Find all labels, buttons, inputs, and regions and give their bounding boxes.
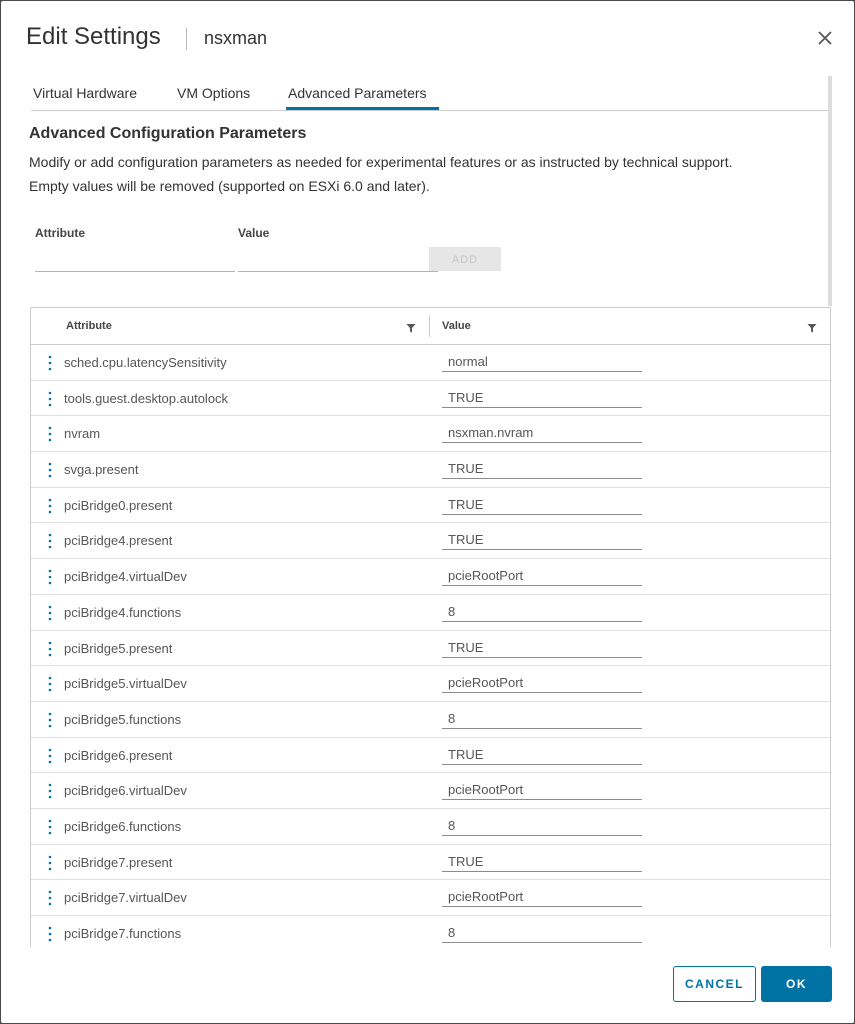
add-button[interactable]: ADD	[429, 247, 501, 271]
value-input[interactable]	[442, 745, 642, 765]
grid-header	[31, 308, 830, 345]
table-row	[31, 809, 830, 845]
attribute-cell: pciBridge0.present	[64, 497, 173, 513]
row-actions-icon[interactable]	[48, 461, 52, 479]
value-label: Value	[238, 226, 270, 240]
value-input[interactable]	[442, 709, 642, 729]
table-row	[31, 916, 830, 948]
attribute-cell: pciBridge4.virtualDev	[64, 569, 187, 585]
row-actions-icon[interactable]	[48, 818, 52, 836]
table-row	[31, 595, 830, 631]
table-row	[31, 773, 830, 809]
tab-bar	[31, 77, 828, 111]
row-actions-icon[interactable]	[48, 532, 52, 550]
row-actions-icon[interactable]	[48, 604, 52, 622]
edit-settings-dialog	[1, 1, 854, 1023]
column-header-attribute[interactable]: Attribute	[66, 320, 112, 332]
table-row	[31, 666, 830, 702]
description-line-1: Modify or add configuration parameters as needed for experimental features or as instructed by technical support.	[29, 154, 733, 170]
attribute-cell: pciBridge4.present	[64, 533, 173, 549]
attribute-cell: pciBridge5.virtualDev	[64, 676, 187, 692]
attribute-cell: pciBridge7.functions	[64, 926, 182, 941]
new-attribute-input[interactable]	[35, 251, 235, 272]
attribute-cell: nvram	[64, 426, 101, 442]
row-actions-icon[interactable]	[48, 711, 52, 729]
filter-icon[interactable]	[807, 323, 817, 333]
table-row	[31, 452, 830, 488]
column-header-value[interactable]: Value	[442, 320, 471, 332]
value-input[interactable]	[442, 459, 642, 479]
filter-icon[interactable]	[406, 323, 416, 333]
table-row	[31, 345, 830, 381]
table-row	[31, 845, 830, 881]
cancel-button[interactable]: CANCEL	[673, 966, 756, 1002]
row-actions-icon[interactable]	[48, 782, 52, 800]
description-line-2: Empty values will be removed (supported on ESXi 6.0 and later).	[29, 178, 430, 194]
value-input[interactable]	[442, 602, 642, 622]
row-actions-icon[interactable]	[48, 425, 52, 443]
attribute-cell: pciBridge7.virtualDev	[64, 890, 187, 906]
dialog-title: Edit Settings	[26, 23, 161, 50]
row-actions-icon[interactable]	[48, 675, 52, 693]
scrollbar[interactable]	[828, 76, 832, 306]
table-row	[31, 702, 830, 738]
value-input[interactable]	[442, 423, 642, 443]
row-actions-icon[interactable]	[48, 354, 52, 372]
tab-virtual-hardware[interactable]: Virtual Hardware	[33, 85, 138, 101]
table-row	[31, 523, 830, 559]
new-value-input[interactable]	[238, 251, 438, 272]
table-row	[31, 631, 830, 667]
attribute-cell: sched.cpu.latencySensitivity	[64, 355, 227, 370]
attribute-cell: pciBridge6.functions	[64, 818, 182, 834]
value-input[interactable]	[442, 352, 642, 372]
attribute-cell: svga.present	[64, 462, 139, 478]
row-actions-icon[interactable]	[48, 568, 52, 586]
ok-button[interactable]: OK	[761, 966, 832, 1002]
value-input[interactable]	[442, 673, 642, 693]
attribute-cell: pciBridge5.functions	[64, 711, 182, 727]
section-description	[29, 150, 819, 198]
table-row	[31, 738, 830, 774]
value-input[interactable]	[442, 816, 642, 836]
attribute-cell: pciBridge7.present	[64, 854, 173, 870]
dialog-header	[1, 1, 854, 71]
attribute-cell: pciBridge6.virtualDev	[64, 783, 187, 799]
value-input[interactable]	[442, 923, 642, 943]
value-input[interactable]	[442, 780, 642, 800]
row-actions-icon[interactable]	[48, 747, 52, 765]
attribute-cell: pciBridge5.present	[64, 640, 173, 656]
value-input[interactable]	[442, 530, 642, 550]
section-title: Advanced Configuration Parameters	[29, 125, 307, 142]
column-divider[interactable]	[429, 315, 430, 337]
row-actions-icon[interactable]	[48, 497, 52, 515]
table-row	[31, 381, 830, 417]
attribute-cell: pciBridge4.functions	[64, 604, 182, 620]
vm-name: nsxman	[204, 28, 268, 48]
tab-vm-options[interactable]: VM Options	[177, 85, 251, 101]
tab-advanced-parameters[interactable]: Advanced Parameters	[288, 85, 427, 101]
table-row	[31, 880, 830, 916]
table-row	[31, 559, 830, 595]
row-actions-icon[interactable]	[48, 390, 52, 408]
attribute-cell: tools.guest.desktop.autolock	[64, 390, 229, 406]
attribute-label: Attribute	[35, 226, 85, 240]
row-actions-icon[interactable]	[48, 889, 52, 907]
grid-body	[31, 345, 830, 948]
table-row	[31, 416, 830, 452]
title-divider	[186, 28, 187, 50]
value-input[interactable]	[442, 887, 642, 907]
value-input[interactable]	[442, 388, 642, 408]
row-actions-icon[interactable]	[48, 925, 52, 943]
value-input[interactable]	[442, 852, 642, 872]
dialog-footer	[1, 947, 854, 1023]
attribute-cell: pciBridge6.present	[64, 747, 173, 763]
value-input[interactable]	[442, 495, 642, 515]
row-actions-icon[interactable]	[48, 854, 52, 872]
close-icon[interactable]	[815, 28, 835, 48]
parameters-grid	[30, 307, 831, 948]
active-tab-indicator	[286, 107, 439, 110]
table-row	[31, 488, 830, 524]
value-input[interactable]	[442, 566, 642, 586]
value-input[interactable]	[442, 638, 642, 658]
row-actions-icon[interactable]	[48, 640, 52, 658]
